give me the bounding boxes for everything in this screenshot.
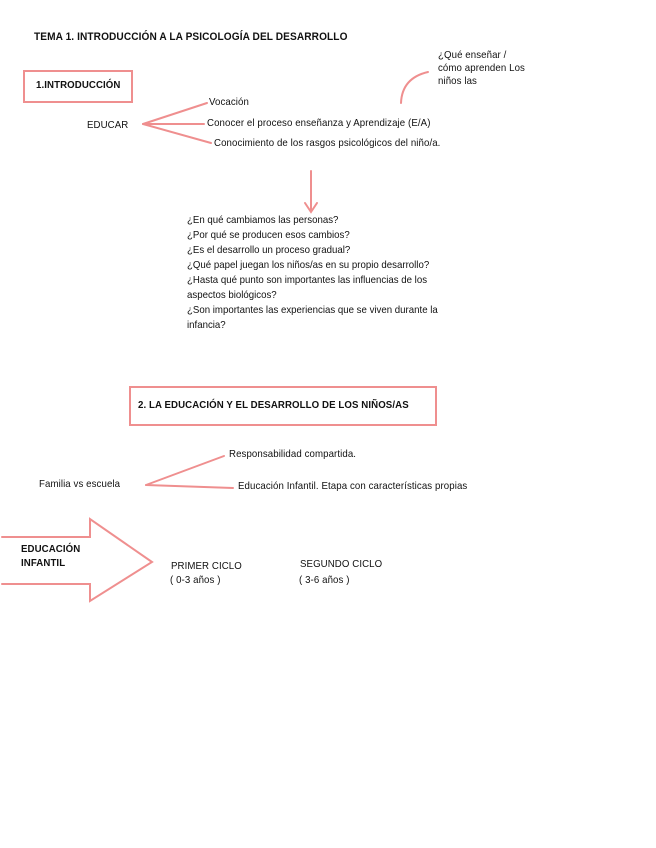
note-line-3: niños las [438, 75, 477, 87]
educar-label: EDUCAR [87, 119, 129, 131]
cycle-1-name: PRIMER CICLO [171, 560, 242, 572]
down-arrow-head [305, 203, 317, 212]
cycle-2-name: SEGUNDO CICLO [300, 558, 383, 570]
cycle-1-ages: ( 0-3 años ) [170, 574, 221, 586]
page-title: TEMA 1. INTRODUCCIÓN A LA PSICOLOGÍA DEL DESARROLLO [34, 31, 348, 43]
educar-branch-2: Conocer el proceso enseñanza y Aprendizaje (E/A) [207, 117, 431, 129]
familia-branch-line-1 [146, 456, 224, 485]
note-line-2: cómo aprenden Los [438, 62, 525, 74]
question-2: ¿Por qué se producen esos cambios? [187, 229, 350, 241]
educar-branch-line-3 [143, 124, 211, 143]
question-1: ¿En qué cambiamos las personas? [187, 214, 339, 226]
section1-heading: 1.INTRODUCCIÓN [36, 79, 121, 91]
question-5: ¿Hasta qué punto son importantes las influencias de los [187, 274, 428, 286]
question-8: infancia? [187, 319, 226, 331]
familia-branch-2: Educación Infantil. Etapa con características propias [238, 480, 468, 492]
question-7: ¿Son importantes las experiencias que se viven durante la [187, 304, 438, 316]
section2-heading: 2. LA EDUCACIÓN Y EL DESARROLLO DE LOS NIÑOS/AS [138, 399, 409, 411]
question-6: aspectos biológicos? [187, 289, 277, 301]
familia-branch-line-2 [146, 485, 233, 488]
question-3: ¿Es el desarrollo un proceso gradual? [187, 244, 351, 256]
arrow-label-2: INFANTIL [21, 557, 66, 569]
note-line-1: ¿Qué enseñar / [438, 49, 507, 61]
question-4: ¿Qué papel juegan los niños/as en su propio desarrollo? [187, 259, 430, 271]
educar-branch-1: Vocación [209, 96, 249, 108]
familia-label: Familia vs escuela [39, 478, 121, 490]
educar-branch-line-1 [143, 103, 207, 124]
arrow-label-1: EDUCACIÓN [21, 543, 81, 555]
cycle-2-ages: ( 3-6 años ) [299, 574, 350, 586]
note-curve-line [401, 72, 428, 103]
educar-branch-3: Conocimiento de los rasgos psicológicos del niño/a. [214, 137, 441, 149]
familia-branch-1: Responsabilidad compartida. [229, 448, 357, 460]
